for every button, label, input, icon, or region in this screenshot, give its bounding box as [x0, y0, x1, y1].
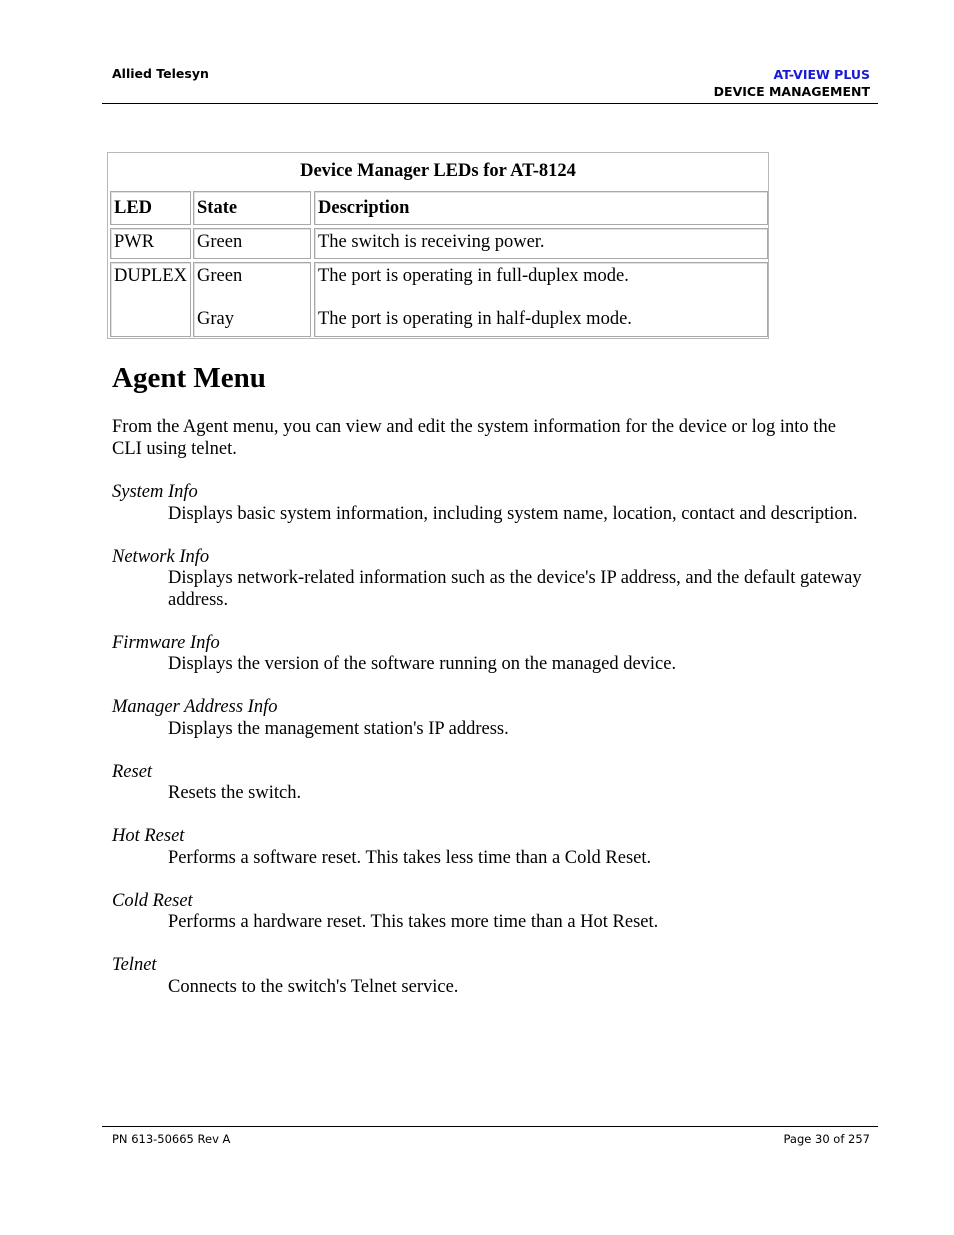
description-value: The port is operating in half-duplex mode. — [318, 309, 632, 329]
menu-item-term: Network Info — [112, 546, 210, 567]
menu-item-definition: Performs a hardware reset. This takes more time than a Hot Reset. — [168, 912, 659, 932]
header-section: DEVICE MANAGEMENT — [713, 84, 870, 99]
section-intro: From the Agent menu, you can view and edit the system information for the device or log into the CLI using telnet. — [112, 417, 836, 459]
menu-item-definition: Displays the management station's IP address. — [168, 718, 509, 739]
table-cell-state: Green — [193, 228, 311, 259]
state-value: Green — [197, 266, 243, 286]
column-header-state: State — [193, 191, 311, 225]
led-table-caption: Device Manager LEDs for AT-8124 — [300, 161, 576, 181]
menu-item-term: Hot Reset — [112, 826, 185, 846]
menu-item-definition: Displays basic system information, including system name, location, contact and description. — [168, 503, 858, 524]
menu-item-term: Reset — [112, 761, 153, 782]
menu-item-definition: Displays network-related information such as the device's IP address, and the default gateway address. — [168, 568, 862, 610]
table-cell-led: DUPLEX — [110, 262, 191, 337]
table-cell-description — [314, 262, 768, 337]
led-table — [107, 152, 769, 339]
table-cell-state — [193, 262, 311, 337]
column-header-led: LED — [110, 191, 191, 225]
menu-item-term: Cold Reset — [112, 890, 193, 911]
header-title-block — [714, 66, 870, 100]
menu-item-definition: Resets the switch. — [168, 783, 302, 803]
column-header-description: Description — [314, 191, 768, 225]
menu-item-term: Firmware Info — [112, 632, 220, 653]
menu-item-definition: Connects to the switch's Telnet service. — [168, 976, 459, 997]
menu-item-definition: Displays the version of the software running on the managed device. — [168, 654, 677, 674]
table-cell-led: PWR — [110, 228, 191, 259]
state-value: Gray — [197, 309, 234, 329]
footer-part-number: PN 613-50665 Rev A — [112, 1132, 231, 1146]
table-cell-description: The switch is receiving power. — [314, 228, 768, 259]
agent-menu-list — [112, 482, 872, 1020]
header-company: Allied Telesyn — [112, 66, 209, 81]
menu-item-term: System Info — [112, 482, 198, 502]
menu-item-term: Telnet — [112, 955, 157, 975]
header-product: AT-VIEW PLUS — [773, 67, 870, 82]
footer-page-number: Page 30 of 257 — [783, 1132, 870, 1146]
menu-item-term: Manager Address Info — [112, 697, 278, 717]
header-rule — [102, 103, 878, 104]
description-value: The port is operating in full-duplex mode. — [318, 266, 629, 286]
section-title: Agent Menu — [112, 362, 266, 394]
footer-rule — [102, 1126, 878, 1127]
menu-item-definition: Performs a software reset. This takes less time than a Cold Reset. — [168, 847, 652, 868]
